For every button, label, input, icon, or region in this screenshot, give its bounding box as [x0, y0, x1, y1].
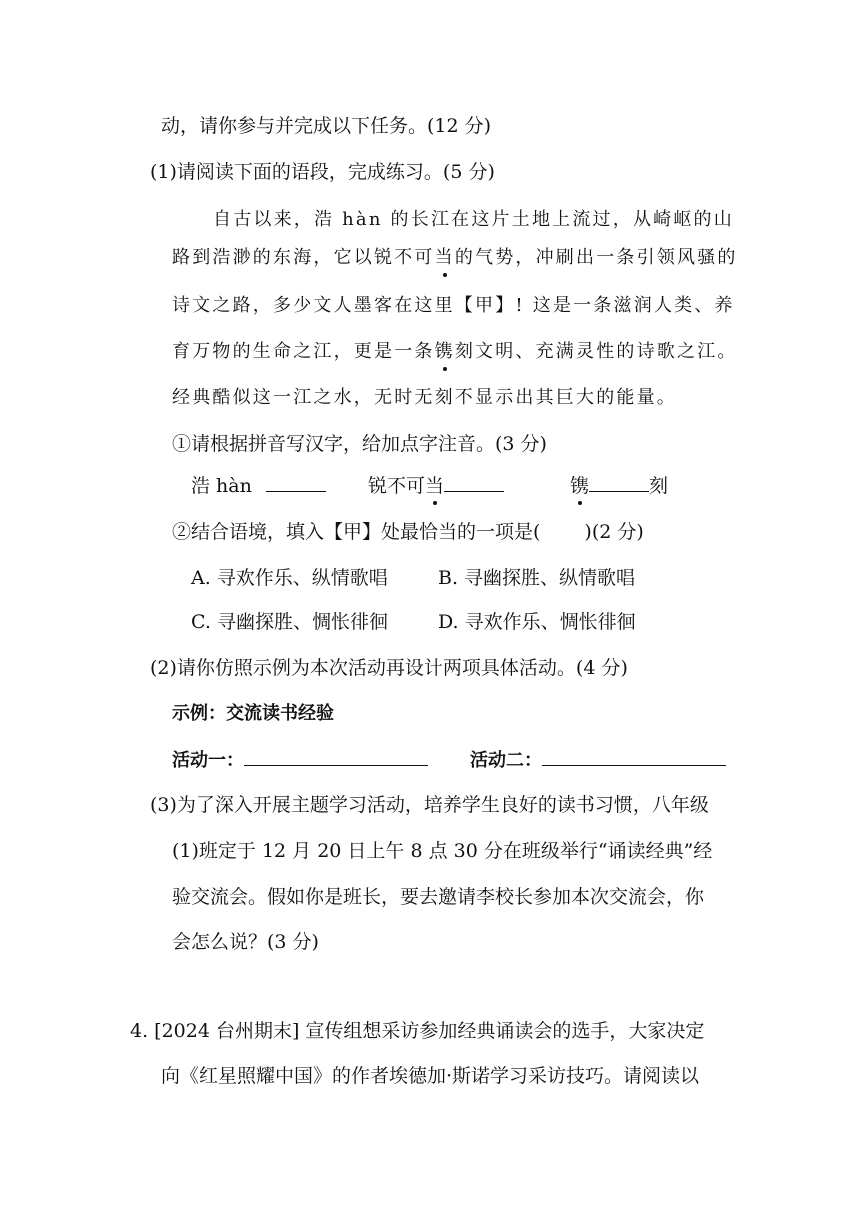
word-text: 浩 hàn [191, 475, 252, 497]
sub-question-1: ①请根据拼音写汉字，给加点字注音。(3 分) [172, 433, 547, 455]
option-d: D. 寻欢作乐、惆怅徘徊 [438, 611, 636, 633]
question-2-heading: (2)请你仿照示例为本次活动再设计两项具体活动。(4 分) [150, 657, 628, 679]
option-b: B. 寻幽探胜、纵情歌唱 [438, 567, 636, 589]
activity-label: 活动一： [172, 750, 244, 771]
word-text: 锐不可 [368, 475, 426, 497]
dotted-char: 镌 [570, 475, 590, 497]
passage-text: 育万物的生命之江，更是一条 [172, 341, 435, 362]
answer-blank[interactable] [266, 474, 326, 492]
activity-1 [172, 748, 428, 773]
question-3-line: (1)班定于 12 月 20 日上午 8 点 30 分在班级举行“诵读经典”经 [172, 840, 713, 862]
passage-text: 路到浩渺的东海，它以锐不可 [172, 247, 435, 268]
passage-text: 的气势，冲刷出一条引领风骚的 [454, 247, 738, 268]
dotted-char: 当 [425, 475, 445, 497]
option-c: C. 寻幽探胜、惆怅徘徊 [191, 611, 388, 633]
pinyin-word-1 [191, 474, 326, 498]
passage-line: 自古以来，浩 hàn 的长江在这片土地上流过，从崎岖的山 [213, 209, 734, 230]
activity-2 [470, 748, 726, 773]
option-a: A. 寻欢作乐、纵情歌唱 [191, 567, 388, 589]
question-1-heading: (1)请阅读下面的语段，完成练习。(5 分) [150, 161, 495, 183]
activity-2-blank[interactable] [542, 748, 726, 766]
sub-question-2 [172, 520, 644, 544]
pinyin-word-2 [368, 474, 504, 498]
activity-1-blank[interactable] [244, 748, 428, 766]
dotted-char: 当 [434, 247, 455, 268]
question-3-line: 验交流会。假如你是班长，要去邀请李校长参加本次交流会，你 [172, 886, 705, 908]
passage-line: 诗文之路，多少文人墨客在这里【甲】! 这是一条滋润人类、养 [172, 295, 735, 316]
passage-text: 刻文明、充满灵性的诗歌之江。 [454, 341, 738, 362]
question-4-line: 向《红星照耀中国》的作者埃德加·斯诺学习采访技巧。请阅读以 [161, 1065, 700, 1087]
passage-line [172, 246, 738, 270]
activity-label: 活动二： [470, 750, 542, 771]
passage-line [172, 340, 738, 364]
word-text: 刻 [649, 475, 669, 497]
question-text: )(2 分) [584, 521, 644, 543]
text-line: 动，请你参与并完成以下任务。(12 分) [161, 115, 492, 137]
passage-line: 经典酷似这一江之水，无时无刻不显示出其巨大的能量。 [172, 387, 677, 408]
question-4-line: 4. [2024 台州期末] 宣传组想采访参加经典诵读会的选手，大家决定 [130, 1020, 705, 1042]
pinyin-word-3 [570, 474, 668, 498]
answer-blank[interactable] [444, 474, 504, 492]
question-3-line: 会怎么说？(3 分) [172, 931, 319, 953]
dotted-char: 镌 [434, 341, 455, 362]
question-3-line: (3)为了深入开展主题学习活动，培养学生良好的读书习惯，八年级 [150, 794, 709, 816]
answer-blank[interactable] [589, 474, 649, 492]
example-label: 示例：交流读书经验 [172, 703, 334, 724]
question-text: ②结合语境，填入【甲】处最恰当的一项是( [172, 521, 541, 543]
